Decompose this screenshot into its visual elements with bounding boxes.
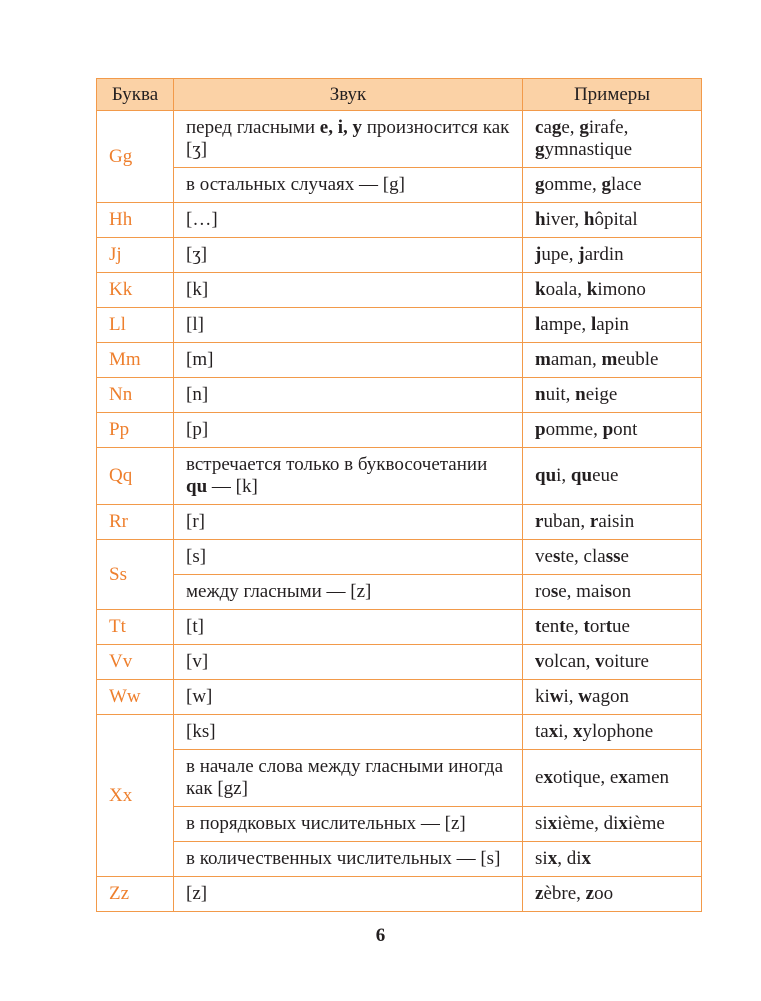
sound-cell: [v] — [174, 645, 523, 680]
letter-cell: Kk — [97, 273, 174, 308]
letter-cell: Nn — [97, 378, 174, 413]
letter-cell: Gg — [97, 111, 174, 203]
table-row — [97, 540, 702, 575]
table-row — [97, 877, 702, 912]
letter-cell: Qq — [97, 448, 174, 505]
examples-cell: nuit, neige — [523, 378, 702, 413]
table-row — [97, 413, 702, 448]
examples-cell: maman, meuble — [523, 343, 702, 378]
examples-cell: zèbre, zoo — [523, 877, 702, 912]
sound-cell: [r] — [174, 505, 523, 540]
examples-cell: hiver, hôpital — [523, 203, 702, 238]
sound-cell: [s] — [174, 540, 523, 575]
table-row — [97, 273, 702, 308]
sound-cell: [w] — [174, 680, 523, 715]
sound-cell: [m] — [174, 343, 523, 378]
examples-cell: lampe, lapin — [523, 308, 702, 343]
letter-cell: Mm — [97, 343, 174, 378]
examples-cell: tente, tortue — [523, 610, 702, 645]
table-row — [97, 645, 702, 680]
letter-cell: Ww — [97, 680, 174, 715]
examples-cell: exotique, examen — [523, 750, 702, 807]
table-header-row — [97, 79, 702, 111]
table-row — [97, 842, 702, 877]
table-row — [97, 308, 702, 343]
sound-cell: встречается только в буквосочетании qu — [k] — [174, 448, 523, 505]
sound-cell: [z] — [174, 877, 523, 912]
examples-cell: veste, classe — [523, 540, 702, 575]
sound-cell: [n] — [174, 378, 523, 413]
examples-cell: gomme, glace — [523, 168, 702, 203]
letter-cell: Ss — [97, 540, 174, 610]
table-row — [97, 378, 702, 413]
examples-cell: koala, kimono — [523, 273, 702, 308]
table-row — [97, 203, 702, 238]
table-row — [97, 715, 702, 750]
sound-cell: в остальных случаях — [g] — [174, 168, 523, 203]
examples-cell: six, dix — [523, 842, 702, 877]
letter-cell: Zz — [97, 877, 174, 912]
sound-cell: [ʒ] — [174, 238, 523, 273]
letter-cell: Rr — [97, 505, 174, 540]
letter-cell: Xx — [97, 715, 174, 877]
table-row — [97, 807, 702, 842]
sound-cell: в порядковых числительных — [z] — [174, 807, 523, 842]
sound-cell: [p] — [174, 413, 523, 448]
examples-cell: cage, girafe, gymnastique — [523, 111, 702, 168]
letter-sound-table — [96, 78, 702, 912]
sound-cell: [ks] — [174, 715, 523, 750]
sound-cell: [t] — [174, 610, 523, 645]
table-row — [97, 680, 702, 715]
examples-cell: qui, queue — [523, 448, 702, 505]
page-number: 6 — [375, 925, 386, 946]
letter-cell: Pp — [97, 413, 174, 448]
letter-cell: Tt — [97, 610, 174, 645]
letter-cell: Hh — [97, 203, 174, 238]
letter-cell: Vv — [97, 645, 174, 680]
header-examples: Примеры — [523, 79, 702, 111]
sound-cell: в количественных числительных — [s] — [174, 842, 523, 877]
letter-cell: Jj — [97, 238, 174, 273]
table-row — [97, 505, 702, 540]
examples-cell: sixième, dixième — [523, 807, 702, 842]
header-sound: Звук — [174, 79, 523, 111]
table-row — [97, 238, 702, 273]
header-letter: Буква — [97, 79, 174, 111]
table-row — [97, 610, 702, 645]
examples-cell: jupe, jardin — [523, 238, 702, 273]
sound-cell: в начале слова между гласными иногда как [gz] — [174, 750, 523, 807]
examples-cell: rose, maison — [523, 575, 702, 610]
examples-cell: taxi, xylophone — [523, 715, 702, 750]
table-row — [97, 168, 702, 203]
table-row — [97, 111, 702, 168]
table-row — [97, 343, 702, 378]
examples-cell: pomme, pont — [523, 413, 702, 448]
sound-cell: перед гласными e, i, y произносится как [ʒ] — [174, 111, 523, 168]
sound-cell: [l] — [174, 308, 523, 343]
table-row — [97, 575, 702, 610]
table-row — [97, 448, 702, 505]
examples-cell: volcan, voiture — [523, 645, 702, 680]
examples-cell: kiwi, wagon — [523, 680, 702, 715]
table-row — [97, 750, 702, 807]
sound-cell: […] — [174, 203, 523, 238]
sound-cell: [k] — [174, 273, 523, 308]
examples-cell: ruban, raisin — [523, 505, 702, 540]
letter-cell: Ll — [97, 308, 174, 343]
sound-cell: между гласными — [z] — [174, 575, 523, 610]
